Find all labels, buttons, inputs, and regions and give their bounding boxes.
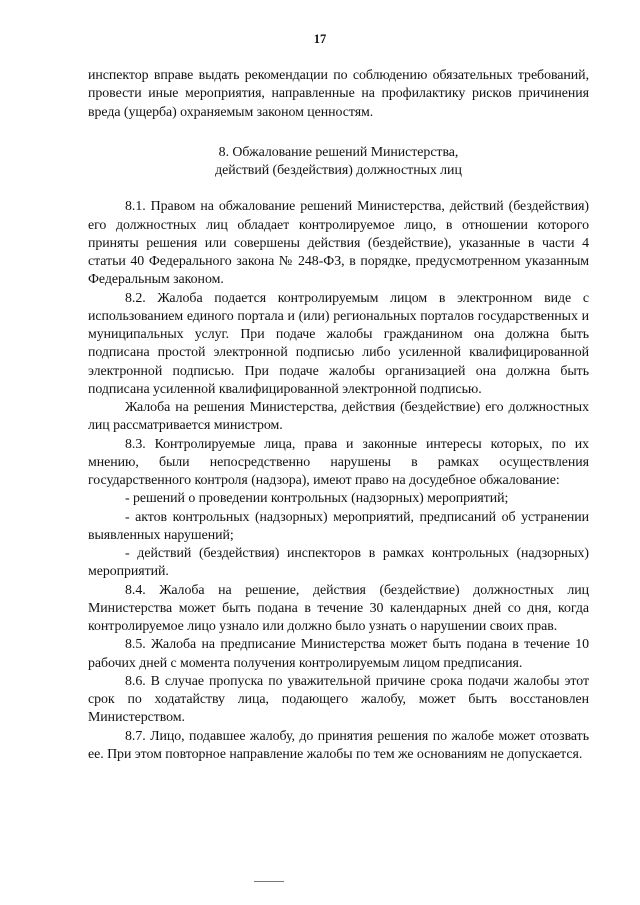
appeal-bullet-list	[88, 490, 589, 581]
paragraph-8-5: 8.5. Жалоба на предписание Министерства может быть подана в течение 10 рабочих дней с момента получения контролируемым лицом предписания.	[88, 637, 589, 671]
page-number: 17	[313, 32, 327, 46]
bullet-item: - решений о проведении контрольных (надзорных) мероприятий;	[125, 491, 509, 507]
paragraph-8-1: 8.1. Правом на обжалование решений Министерства, действий (бездействия) его должностных лиц обладает контролируемое лицо, в отношении которого приняты решения или совершены действия (бездействие), указанные в части 4 статьи 40 Федерального закона № 248-ФЗ, в порядке, предусмотренном указанным Федеральным законом.	[88, 199, 589, 288]
paragraph-8-2: 8.2. Жалоба подается контролируемым лицом в электронном виде с использованием единого портала и (или) региональных порталов государственных и муниципальных услуг. При подаче жалобы гражданином она должна быть подписана простой электронной подписью либо усиленной квалифицированной электронной подписью. При подаче жалобы организацией она должна быть подписана усиленной квалифицированной электронной подписью.	[88, 290, 589, 397]
paragraph-8-2-complaint-review: Жалоба на решения Министерства, действия (бездействие) его должностных лиц рассматривается министром.	[88, 400, 589, 434]
paragraph-8-3: 8.3. Контролируемые лица, права и законные интересы которых, по их мнению, были непосредственно нарушены в рамках осуществления государственного контроля (надзора), имеют право на досудебное обжалование:	[88, 436, 589, 488]
section-heading	[88, 144, 589, 181]
bullet-item: - действий (бездействия) инспекторов в рамках контрольных (надзорных) мероприятий.	[88, 546, 589, 580]
intro-paragraph: инспектор вправе выдать рекомендации по соблюдению обязательных требований, провести иные мероприятия, направленные на профилактику рисков причинения вреда (ущерба) охраняемым законом ценностям.	[88, 68, 589, 120]
paragraph-8-7: 8.7. Лицо, подавшее жалобу, до принятия решения по жалобе может отозвать ее. При этом повторное направление жалобы по тем же основаниям не допускается.	[88, 728, 589, 762]
section-title-line1: 8. Обжалование решений Министерства,	[218, 144, 459, 160]
footer-divider	[254, 881, 284, 882]
paragraph-8-4: 8.4. Жалоба на решение, действия (бездействие) должностных лиц Министерства может быть подана в течение 30 календарных дней со дня, когда контролируемое лицо узнало или должно было узнать о нарушении своих прав.	[88, 582, 589, 634]
bullet-item: - актов контрольных (надзорных) мероприятий, предписаний об устранении выявленных нарушений;	[88, 509, 589, 543]
document-body	[88, 67, 589, 764]
paragraph-8-6: 8.6. В случае пропуска по уважительной причине срока подачи жалобы этот срок по ходатайству лица, подающего жалобу, может быть восстановлен Министерством.	[88, 673, 589, 726]
section-title-line2: действий (бездействия) должностных лиц	[215, 163, 462, 178]
